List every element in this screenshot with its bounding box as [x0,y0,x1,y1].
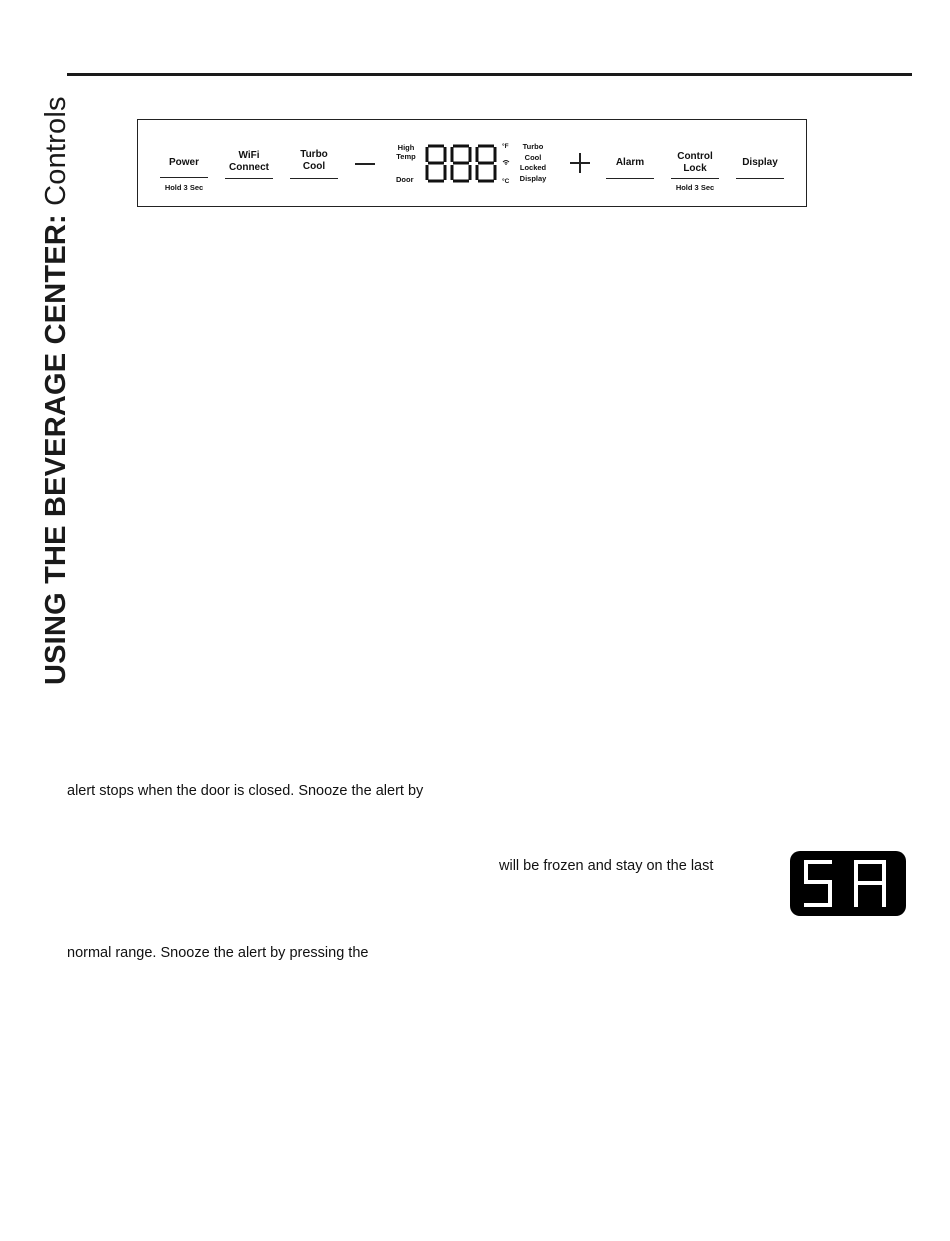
control-lock-button[interactable] [671,151,719,192]
wifi-label-line2: Connect [229,162,269,173]
locked-indicator: Locked [519,163,547,172]
control-lock-line1: Control [677,151,713,162]
display-indicator: Display [519,173,547,183]
lcd-digits-display [425,144,497,184]
wifi-indicator-icon [502,159,510,165]
power-button[interactable] [160,157,208,192]
turbo-label-line2: Cool [302,161,326,172]
side-title-normal: Controls [40,96,72,215]
alarm-button[interactable] [606,157,654,169]
plus-button-vertical[interactable] [579,153,581,173]
side-title-bold: USING THE BEVERAGE CENTER: [40,214,72,685]
minus-button[interactable] [355,163,375,165]
header-rule [67,73,912,76]
alarm-label: Alarm [615,157,645,168]
section-side-title [0,0,72,700]
control-panel-diagram [137,119,807,207]
wifi-underline [225,178,273,179]
high-temp-indicator [395,143,417,161]
temp-label: Temp [396,152,416,161]
temp-alert-text: normal range. Snooze the alert by pressing the [67,945,369,961]
alarm-underline [606,178,654,179]
celsius-indicator: °C [502,178,510,185]
sa-display-glyphs [790,851,906,916]
turbo-label-line1: Turbo [300,149,328,160]
lcd-digit-1 [427,146,445,181]
frozen-display-text: will be frozen and stay on the last [499,858,714,874]
control-lock-line2: Lock [683,163,707,174]
door-alert-text: alert stops when the door is closed. Snooze the alert by [67,783,424,799]
power-hold-label: Hold 3 Sec [164,183,204,192]
display-underline [736,178,784,179]
status-indicators [516,142,550,184]
lcd-digit-3 [477,146,495,181]
wifi-label-line1: WiFi [238,150,260,161]
lcd-digit-2 [452,146,470,181]
fahrenheit-indicator: °F [502,143,509,150]
power-label: Power [168,157,199,168]
turbo-underline [290,178,338,179]
display-label: Display [742,157,778,168]
power-underline [160,177,208,178]
control-lock-hold-label: Hold 3 Sec [675,183,715,192]
door-indicator: Door [396,175,414,184]
turbo-indicator: Turbo [522,142,544,151]
display-button[interactable] [736,157,784,169]
sa-display-image [790,851,906,916]
control-lock-underline [671,178,719,179]
high-label: High [397,143,415,152]
cool-indicator: Cool [524,152,542,162]
turbo-cool-button[interactable] [290,149,338,173]
wifi-connect-button[interactable] [225,150,273,174]
